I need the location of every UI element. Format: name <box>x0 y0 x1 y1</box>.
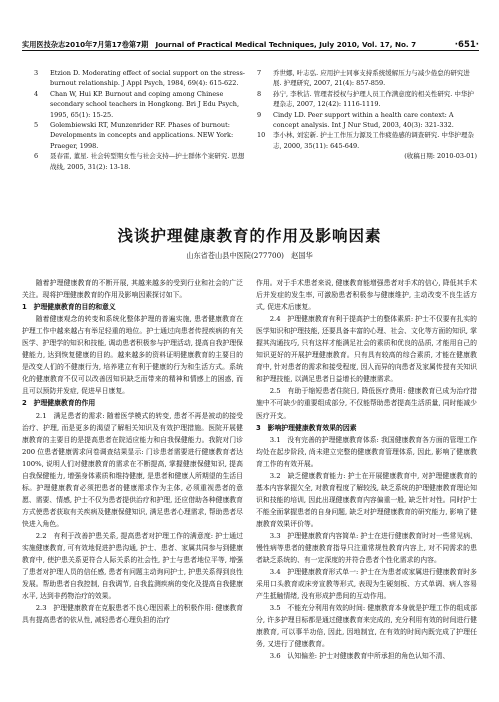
reference-text: 乔世娜, 叶志弘. 应用护士同事支持系统缓解压力与减少倦怠的研究进展. 护理研究, 2007, 21(4): 857-859. <box>273 69 470 88</box>
body-paragraph: 3.1 没有完善的护理健康教育体系: 我国健康教育各方面的管理工作均处在起步阶段, 尚未建立完整的健康教育管理体系, 因此, 影响了健康教育工作的有效开展。 <box>256 435 477 468</box>
reference-item <box>257 110 477 131</box>
body-paragraph: 随着护理健康教育的不断开展, 其越来越多的受到行业和社会的广泛关注。现将护理健康教育的作用及影响因素探讨如下。 <box>22 279 243 300</box>
body-paragraph: 3.5 不能充分利用有效的时间: 健康教育本身就是护理工作的组成部分, 许多护理目标都是通过健康教育来完成的, 充分利用有效的时间进行健康教育, 可以事半功倍, 因此, 因地制宜, 在有效的时间内既完成了护理任务, 又进行了健康教育。 <box>256 604 477 649</box>
reference-list-right <box>257 68 477 162</box>
received-date: (收稿日期: 2010-03-01) <box>404 152 477 161</box>
reference-number: 4 <box>34 89 39 98</box>
body-paragraph: 2.3 护理健康教育在克服患者不良心理因素上的积极作用: 健康教育具有提高患者的依从性, 减轻患者心理负担的治疗 <box>22 604 243 625</box>
running-header <box>22 36 479 51</box>
reference-number: 8 <box>257 89 262 98</box>
reference-text: 李小林, 刘宏新. 护士工作压力源及工作疲倦感的调查研究. 中华护理杂志, 2000, 35(11): 645-649. <box>273 131 474 150</box>
reference-number: 7 <box>257 69 262 77</box>
article-title: 浅谈护理健康教育的作用及影响因素 <box>117 227 382 245</box>
running-header-journal: 实用医技杂志2010年7月第17卷第7期 Journal of Practical Medical Techniques, July 2010, Vol. 17, No. 7 <box>22 40 417 49</box>
reference-number: 6 <box>34 152 39 161</box>
reference-number: 3 <box>34 69 39 77</box>
body-paragraph: 随着健康观念的转变和系统化整体护理的普遍实施, 患者健康教育在护理工作中越来越占有举足轻重的地位。护士通过向患者传授疾病的有关医学、护理学的知识和技能, 调动患者积极参与护理活动, 提高自我护理保健能力, 达到恢复健康的目的。越来越多的资料证明健康教育的主要目的是改变人们的不健康行为, 培养建立有利于健康的行为和生活方式。系统化的健康教育不仅可以改善因知识缺乏而带来的精神和情感上的困惑, 而且可以预防并发症, 促进早日康复。 <box>22 315 243 396</box>
section-heading: 3 影响护理健康教育效果的因素 <box>256 423 357 432</box>
reference-item <box>257 130 477 151</box>
reference-item <box>34 151 246 172</box>
body-paragraph: 2.5 有助于缩短患者住院日, 降低医疗费用: 健康教育已成为治疗措施中不可缺少的重要组成部分, 不仅能帮助患者提高生活质量, 同时能减少医疗开支。 <box>256 387 477 420</box>
body-paragraph: 3.2 缺乏健康教育能力: 护士在开展健康教育中, 对护理健康教育的基本内容掌握欠全, 对教育程度了解较浅, 缺乏系统的护理健康教育理论知识和技能的培训, 因此出现健康教育内容偏重一般, 缺乏针对性。同时护士不能全面掌握患者的自身问题, 缺乏对护理健康教育的研究能力, 影响了健康教育效果评价等。 <box>256 471 477 528</box>
reference-list-left <box>34 68 246 172</box>
reference-number: 9 <box>257 110 262 119</box>
body-paragraph: 作用。对于手术患者来说, 健康教育能增强患者对手术的信心, 降低其手术后并发症的发生率, 可激励患者积极参与健康维护, 主动改变不良生活方式, 促进术后康复。 <box>256 279 477 312</box>
reference-number: 10 <box>257 131 266 140</box>
body-paragraph: 3.3 护理健康教育内容简单: 护士在进行健康教育时对一些常见病、慢性病等患者的健康教育指导只注重常规性教育内容上, 对不同需求的患者缺乏系统的、有一定深度的并符合患者个性化需求的内容。 <box>256 531 477 565</box>
reference-text: 聂春雷, 董星. 社会转型期女性与社会支持—护士群体个案研究. 思想战线, 2005, 31(2): 13-18. <box>50 152 245 171</box>
body-paragraph: 2.1 满足患者的需求: 随着医学模式的转变, 患者不再是被动的接受治疗、护理, 而是更多的渴望了解相关知识及有效护理措施。医院开展健康教育的主要目的是提高患者在院适应能力和自我保健能力。我院对门诊 200 位患者健康需求问卷调查结果显示: 门诊患者需要进行健康教育者达 100%, 说明人们对健康教育的需求在不断提高, 掌握健康保健知识, 提高自我保健能力, 增强身体素质和维持健康, 是患者和健康人所期望的生活目标。护理健康教育必须把患者的健康需求作为主体, 必须重视患者的意愿、需要、情感, 护士不仅为患者提供治疗和护理, 还应借助各种健康教育方式使患者获取有关疾病及健康保健知识, 满足患者心理需求, 帮助患者尽快进入角色。 <box>22 411 243 528</box>
reference-text: Golembiewski RT, Munzenrider RF. Phases of burnout: Developments in concepts and applications. NEW York: Praeger, 1998. <box>50 121 234 150</box>
reference-text: 孙宁, 李秋洁. 管理者授权与护理人员工作满意度的相关性研究. 中华护理杂志, 2007, 12(42): 1116-1119. <box>273 89 474 109</box>
body-column-right <box>256 277 477 702</box>
body-paragraph: 2.4 护理健康教育有利于提高护士的整体素质: 护士不仅要有扎实的医学知识和护理技能, 还要具备丰富的心理、社会、文化等方面的知识, 掌握其沟通技巧, 只有这样才能满足社会的素质和优良的品质, 才能用自己的知识更好的开展护理健康教育。只有具有较高的综合素质, 才能在健康教育中, 针对患者的需求和接受程度, 因人而异的向患者及家属传授有关知识和护理技能, 以满足患者日益增长的健康需求。 <box>256 315 477 384</box>
body-paragraph: 3.6 认知偏差: 护士对健康教育中所承担的角色认知不清、 <box>269 652 450 661</box>
author-affiliation: 山东省苍山县中医院(277700) 赵国华 <box>186 251 313 260</box>
body-paragraph: 3.4 护理健康教育形式单一: 护士在为患者或家属进行健康教育时多采用口头教育或床旁宣教等形式, 表现为生硬刻板、方式单调、病人容易产生抵触情绪, 没有形成护患间的互动作用。 <box>256 568 477 601</box>
body-column-left <box>22 277 243 702</box>
body-paragraph: 2.2 有利于改善护患关系, 提高患者对护理工作的满意度: 护士通过实施健康教育, 可有效地促进护患沟通, 护士、患者、家属共同参与到健康教育中, 使护患关系更符合人际关系的社会性, 护士与患者地位平等, 增强了患者对护理人员的信任感, 患者有问题主动询问护士, 护患关系得到良性发展。帮助患者自我控制, 自我调节, 自我监测疾病的变化及提高自我健康水平, 达到非药物治疗的效果。 <box>22 531 243 601</box>
reference-number: 5 <box>34 121 39 130</box>
reference-item <box>34 120 246 151</box>
reference-text: Etzion D. Moderating effect of social support on the stress-burnout relationship. J Appl Psych, 1984, 69(4): 615-622. <box>50 69 245 88</box>
reference-item <box>34 68 246 89</box>
reference-text: Chan W, Hui KP. Burnout and coping among Chinese secondary school teachers in Hongkong. Bri J Edu Psych, 1995, 65(1): 15-25. <box>50 89 240 119</box>
section-heading: 1 护理健康教育的目的和意义 <box>22 303 116 312</box>
page-number: ·651· <box>454 40 479 50</box>
reference-text: Cindy LD. Peer support within a health care context: A concept analysis. Int J Nur Stud, 2003, 40(3): 321-332. <box>273 110 454 130</box>
reference-item <box>257 68 477 89</box>
section-heading: 2 护理健康教育的作用 <box>22 399 96 408</box>
reference-item <box>34 89 246 120</box>
reference-item <box>257 89 477 110</box>
